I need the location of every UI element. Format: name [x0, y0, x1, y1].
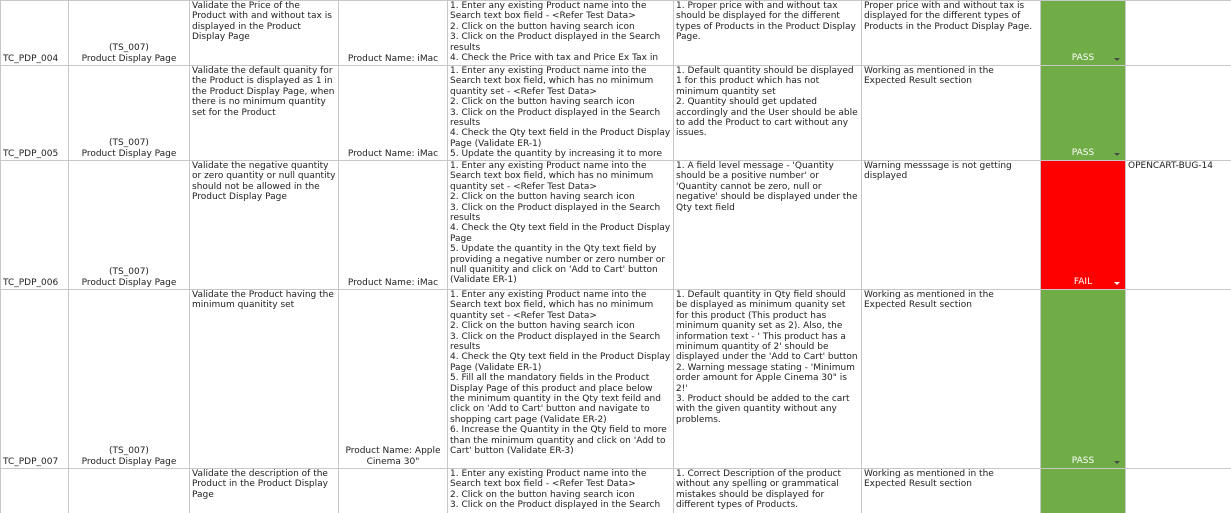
test-step-line: 2. Click on the button having search icon: [450, 21, 635, 32]
scenario-id: (TS_007): [109, 446, 149, 457]
test-steps-cell[interactable]: [448, 66, 674, 161]
test-step-line: quantity set - <Refer Test Data>: [450, 181, 597, 192]
scenario-id: (TS_007): [109, 267, 149, 278]
test-data-cell[interactable]: [339, 469, 448, 513]
status-cell[interactable]: [1041, 290, 1126, 469]
test-step-line: quantity set - <Refer Test Data>: [450, 86, 597, 97]
test-title-cell[interactable]: [190, 1, 339, 66]
test-steps: [450, 161, 671, 286]
test-step-line: Search text box field - <Refer Test Data>: [450, 11, 636, 22]
actual-result-cell[interactable]: [862, 66, 1041, 161]
expected-result-cell[interactable]: [674, 290, 862, 469]
test-case-id-cell[interactable]: [1, 66, 69, 161]
test-title-cell[interactable]: [190, 66, 339, 161]
test-step-line: Cart' button (Validate ER-3): [450, 446, 574, 457]
expected-result-cell[interactable]: [674, 1, 862, 66]
test-step-line: 1. Enter any existing Product name into the: [450, 290, 647, 300]
table-row: [1, 469, 1231, 513]
test-steps: [450, 1, 671, 63]
test-steps-cell[interactable]: [448, 161, 674, 290]
scenario-name: Product Display Page: [81, 53, 177, 64]
table-row: [1, 1, 1231, 66]
test-case-id-cell[interactable]: [1, 469, 69, 513]
status-label: PASS: [1071, 455, 1095, 466]
test-step-line: 5. Fill all the mandatory fields in the Product: [450, 373, 650, 384]
test-step-line: 3. Click on the Product displayed in the Search: [450, 202, 661, 213]
status-cell[interactable]: [1041, 66, 1126, 161]
test-step-line: Search text box field, which has no minimum: [450, 76, 654, 87]
scenario-cell[interactable]: [69, 161, 190, 290]
test-data-cell[interactable]: [339, 161, 448, 290]
test-title-cell[interactable]: [190, 469, 339, 513]
actual-result-cell[interactable]: [862, 1, 1041, 66]
test-steps: [450, 66, 671, 160]
actual-result: Working as mentioned in the Expected Result section: [864, 290, 994, 311]
test-step-line: results: [450, 42, 481, 53]
test-step-line: 3. Click on the Product displayed in the Search: [450, 107, 661, 118]
scenario-cell[interactable]: [69, 66, 190, 161]
actual-result-cell[interactable]: [862, 290, 1041, 469]
test-data-line: Product Name: iMac: [347, 277, 439, 288]
bug-id-cell[interactable]: [1126, 66, 1231, 161]
test-step-line: 3. Click on the Product displayed in the Search: [450, 500, 661, 511]
scenario-name: Product Display Page: [81, 148, 177, 159]
test-step-line: 4. Check the Qty text field in the Product Display: [450, 128, 671, 139]
test-step-line: 4. Check the Price with tax and Price Ex Tax in: [450, 53, 659, 64]
test-step-line: providing a negative number or zero number or: [450, 254, 666, 265]
scenario-cell[interactable]: [69, 290, 190, 469]
test-steps: [450, 290, 671, 457]
test-data-line: Product Name: Apple: [345, 446, 441, 457]
test-step-line: Search text box field, which has no minimum: [450, 300, 654, 311]
actual-result-cell[interactable]: [862, 161, 1041, 290]
bug-id-cell[interactable]: [1126, 290, 1231, 469]
test-data-line: Cinema 30": [366, 456, 420, 467]
actual-result-cell[interactable]: [862, 469, 1041, 513]
test-step-line: 4. Check the Qty text field in the Product Display: [450, 352, 671, 363]
test-step-line: the minimum quantity in the Qty text feild and: [450, 394, 661, 405]
test-step-line: 2. Click on the button having search icon: [450, 489, 635, 500]
test-step-line: 3. Click on the Product displayed in the Search: [450, 32, 661, 43]
test-step-line: null quanitity and click on 'Add to Cart' button: [450, 265, 658, 276]
status-label: PASS: [1071, 147, 1095, 158]
test-step-line: Search text box field, which has no minimum: [450, 171, 654, 182]
test-step-line: 5. Update the quantity in the Qty text field by: [450, 244, 657, 255]
table-row: [1, 66, 1231, 161]
expected-result: 1. Default quantity should be displayed 1 for this product which has not minimum quantity set 2. Quantity should get updated accordingly and the User should be able to add the Product to cart without any issues.: [676, 66, 858, 139]
scenario-cell[interactable]: [69, 469, 190, 513]
test-step-line: 1. Enter any existing Product name into the: [450, 66, 647, 76]
test-data-line: Product Name: iMac: [347, 148, 439, 159]
test-step-line: Display Page of this product and place below: [450, 383, 653, 394]
test-title-cell[interactable]: [190, 161, 339, 290]
scenario-name: Product Display Page: [81, 456, 177, 467]
test-title: Validate the negative quantity or zero quantity or null quantity should not be allowed in the Product Display Page: [192, 161, 336, 203]
bug-id: OPENCART-BUG-14: [1128, 161, 1214, 171]
dropdown-arrow-icon[interactable]: [1114, 282, 1120, 285]
test-steps-cell[interactable]: [448, 469, 674, 513]
test-title-cell[interactable]: [190, 290, 339, 469]
status-cell[interactable]: [1041, 469, 1126, 513]
test-steps-cell[interactable]: [448, 1, 674, 66]
bug-id-cell[interactable]: [1126, 469, 1231, 513]
actual-result: Warning messsage is not getting displayed: [864, 161, 1012, 182]
test-step-line: 3. Click on the Product displayed in the Search: [450, 331, 661, 342]
scenario-id: (TS_007): [109, 43, 149, 54]
test-step-line: than the minimum quantity and click on 'Add to: [450, 435, 666, 446]
test-step-line: Page: [450, 233, 472, 244]
test-case-id-cell[interactable]: [1, 1, 69, 66]
test-step-line: shopping cart page (Validate ER-2): [450, 414, 607, 425]
test-step-line: 1. Enter any existing Product name into the: [450, 161, 647, 171]
test-data-cell[interactable]: [339, 1, 448, 66]
test-data-line: Product Name: iMac: [347, 53, 439, 64]
status-cell[interactable]: [1041, 161, 1126, 290]
test-step-line: results: [450, 342, 481, 353]
dropdown-arrow-icon[interactable]: [1114, 58, 1120, 61]
test-step-line: 5. Update the quantity by increasing it to more: [450, 149, 663, 160]
dropdown-arrow-icon[interactable]: [1114, 153, 1120, 156]
test-case-id-cell[interactable]: [1, 290, 69, 469]
test-step-line: 6. Increase the Quantity in the Qty field to more: [450, 425, 667, 436]
expected-result: 1. Default quantity in Qty field should be displayed as minimum quanity set for this product (This product has minimum quanity set as 2). Also, the information text - ' This product has a minimum quantity of 2' should be displayed under the 'Add to Cart' button 2. Warning message stating - 'Minimum order amount for Apple Cinema 30" is 2!' 3. Product should be added to the cart with the given quantity without any problems.: [676, 290, 858, 425]
status-label: FAIL: [1073, 276, 1093, 287]
expected-result: 1. Correct Description of the product without any spelling or grammatical mistakes should be displayed for different types of Products.: [676, 469, 842, 511]
actual-result: Working as mentioned in the Expected Result section: [864, 469, 994, 490]
scenario-name: Product Display Page: [81, 277, 177, 288]
test-step-line: (Validate ER-1): [450, 275, 517, 286]
test-case-id: TC_PDP_007: [3, 456, 59, 467]
test-title: Validate the Product having the minimum quanitity set: [192, 290, 334, 311]
test-step-line: 2. Click on the button having search icon: [450, 97, 635, 108]
test-case-id: TC_PDP_005: [3, 148, 59, 159]
bug-id-cell[interactable]: [1126, 161, 1231, 290]
expected-result-cell[interactable]: [674, 161, 862, 290]
test-case-id: TC_PDP_006: [3, 277, 59, 288]
status-label: PASS: [1071, 52, 1095, 63]
actual-result: Working as mentioned in the Expected Result section: [864, 66, 994, 87]
test-title: Validate the description of the Product in the Product Display Page: [192, 469, 328, 500]
test-case-id: TC_PDP_004: [3, 53, 59, 64]
test-step-line: results: [450, 118, 481, 129]
test-step-line: 4. Check the Qty text field in the Product Display: [450, 223, 671, 234]
scenario-cell[interactable]: [69, 1, 190, 66]
test-step-line: 1. Enter any existing Product name into the: [450, 469, 647, 479]
test-steps-cell[interactable]: [448, 290, 674, 469]
test-data-cell[interactable]: [339, 66, 448, 161]
test-step-line: quantity set - <Refer Test Data>: [450, 310, 597, 321]
dropdown-arrow-icon[interactable]: [1114, 461, 1120, 464]
test-title: Validate the default quanity for the Product is displayed as 1 in the Product Display Page, when there is no minimum quantity set for the Product: [192, 66, 335, 118]
table-row: [1, 290, 1231, 469]
test-step-line: Search text box field - <Refer Test Data>: [450, 479, 636, 490]
test-step-line: Page (Validate ER-1): [450, 138, 542, 149]
test-case-id-cell[interactable]: [1, 161, 69, 290]
expected-result: 1. A field level message - 'Quantity should be a positive number' or 'Quantity cannot be zero, null or negative' should be displayed under the Qty text field: [676, 161, 858, 213]
test-step-line: results: [450, 213, 481, 224]
expected-result: 1. Proper price with and without tax should be displayed for the different types of Products in the Product Display Page.: [676, 1, 856, 43]
scenario-id: (TS_007): [109, 138, 149, 149]
test-data-cell[interactable]: [339, 290, 448, 469]
actual-result: Proper price with and without tax is displayed for the different types of Products in the Product Display Page.: [864, 1, 1033, 32]
test-step-line: Page (Validate ER-1): [450, 362, 542, 373]
bug-id-cell[interactable]: [1126, 1, 1231, 66]
table-row: [1, 161, 1231, 290]
status-cell[interactable]: [1041, 1, 1126, 66]
test-step-line: 2. Click on the button having search icon: [450, 321, 635, 332]
test-step-line: 1. Enter any existing Product name into the: [450, 1, 647, 11]
expected-result-cell[interactable]: [674, 469, 862, 513]
test-step-line: click on 'Add to Cart' button and navigate to: [450, 404, 650, 415]
test-step-line: 2. Click on the button having search icon: [450, 192, 635, 203]
expected-result-cell[interactable]: [674, 66, 862, 161]
test-title: Validate the Price of the Product with and without tax is displayed in the Product Display Page: [192, 1, 332, 43]
test-steps: [450, 469, 671, 511]
